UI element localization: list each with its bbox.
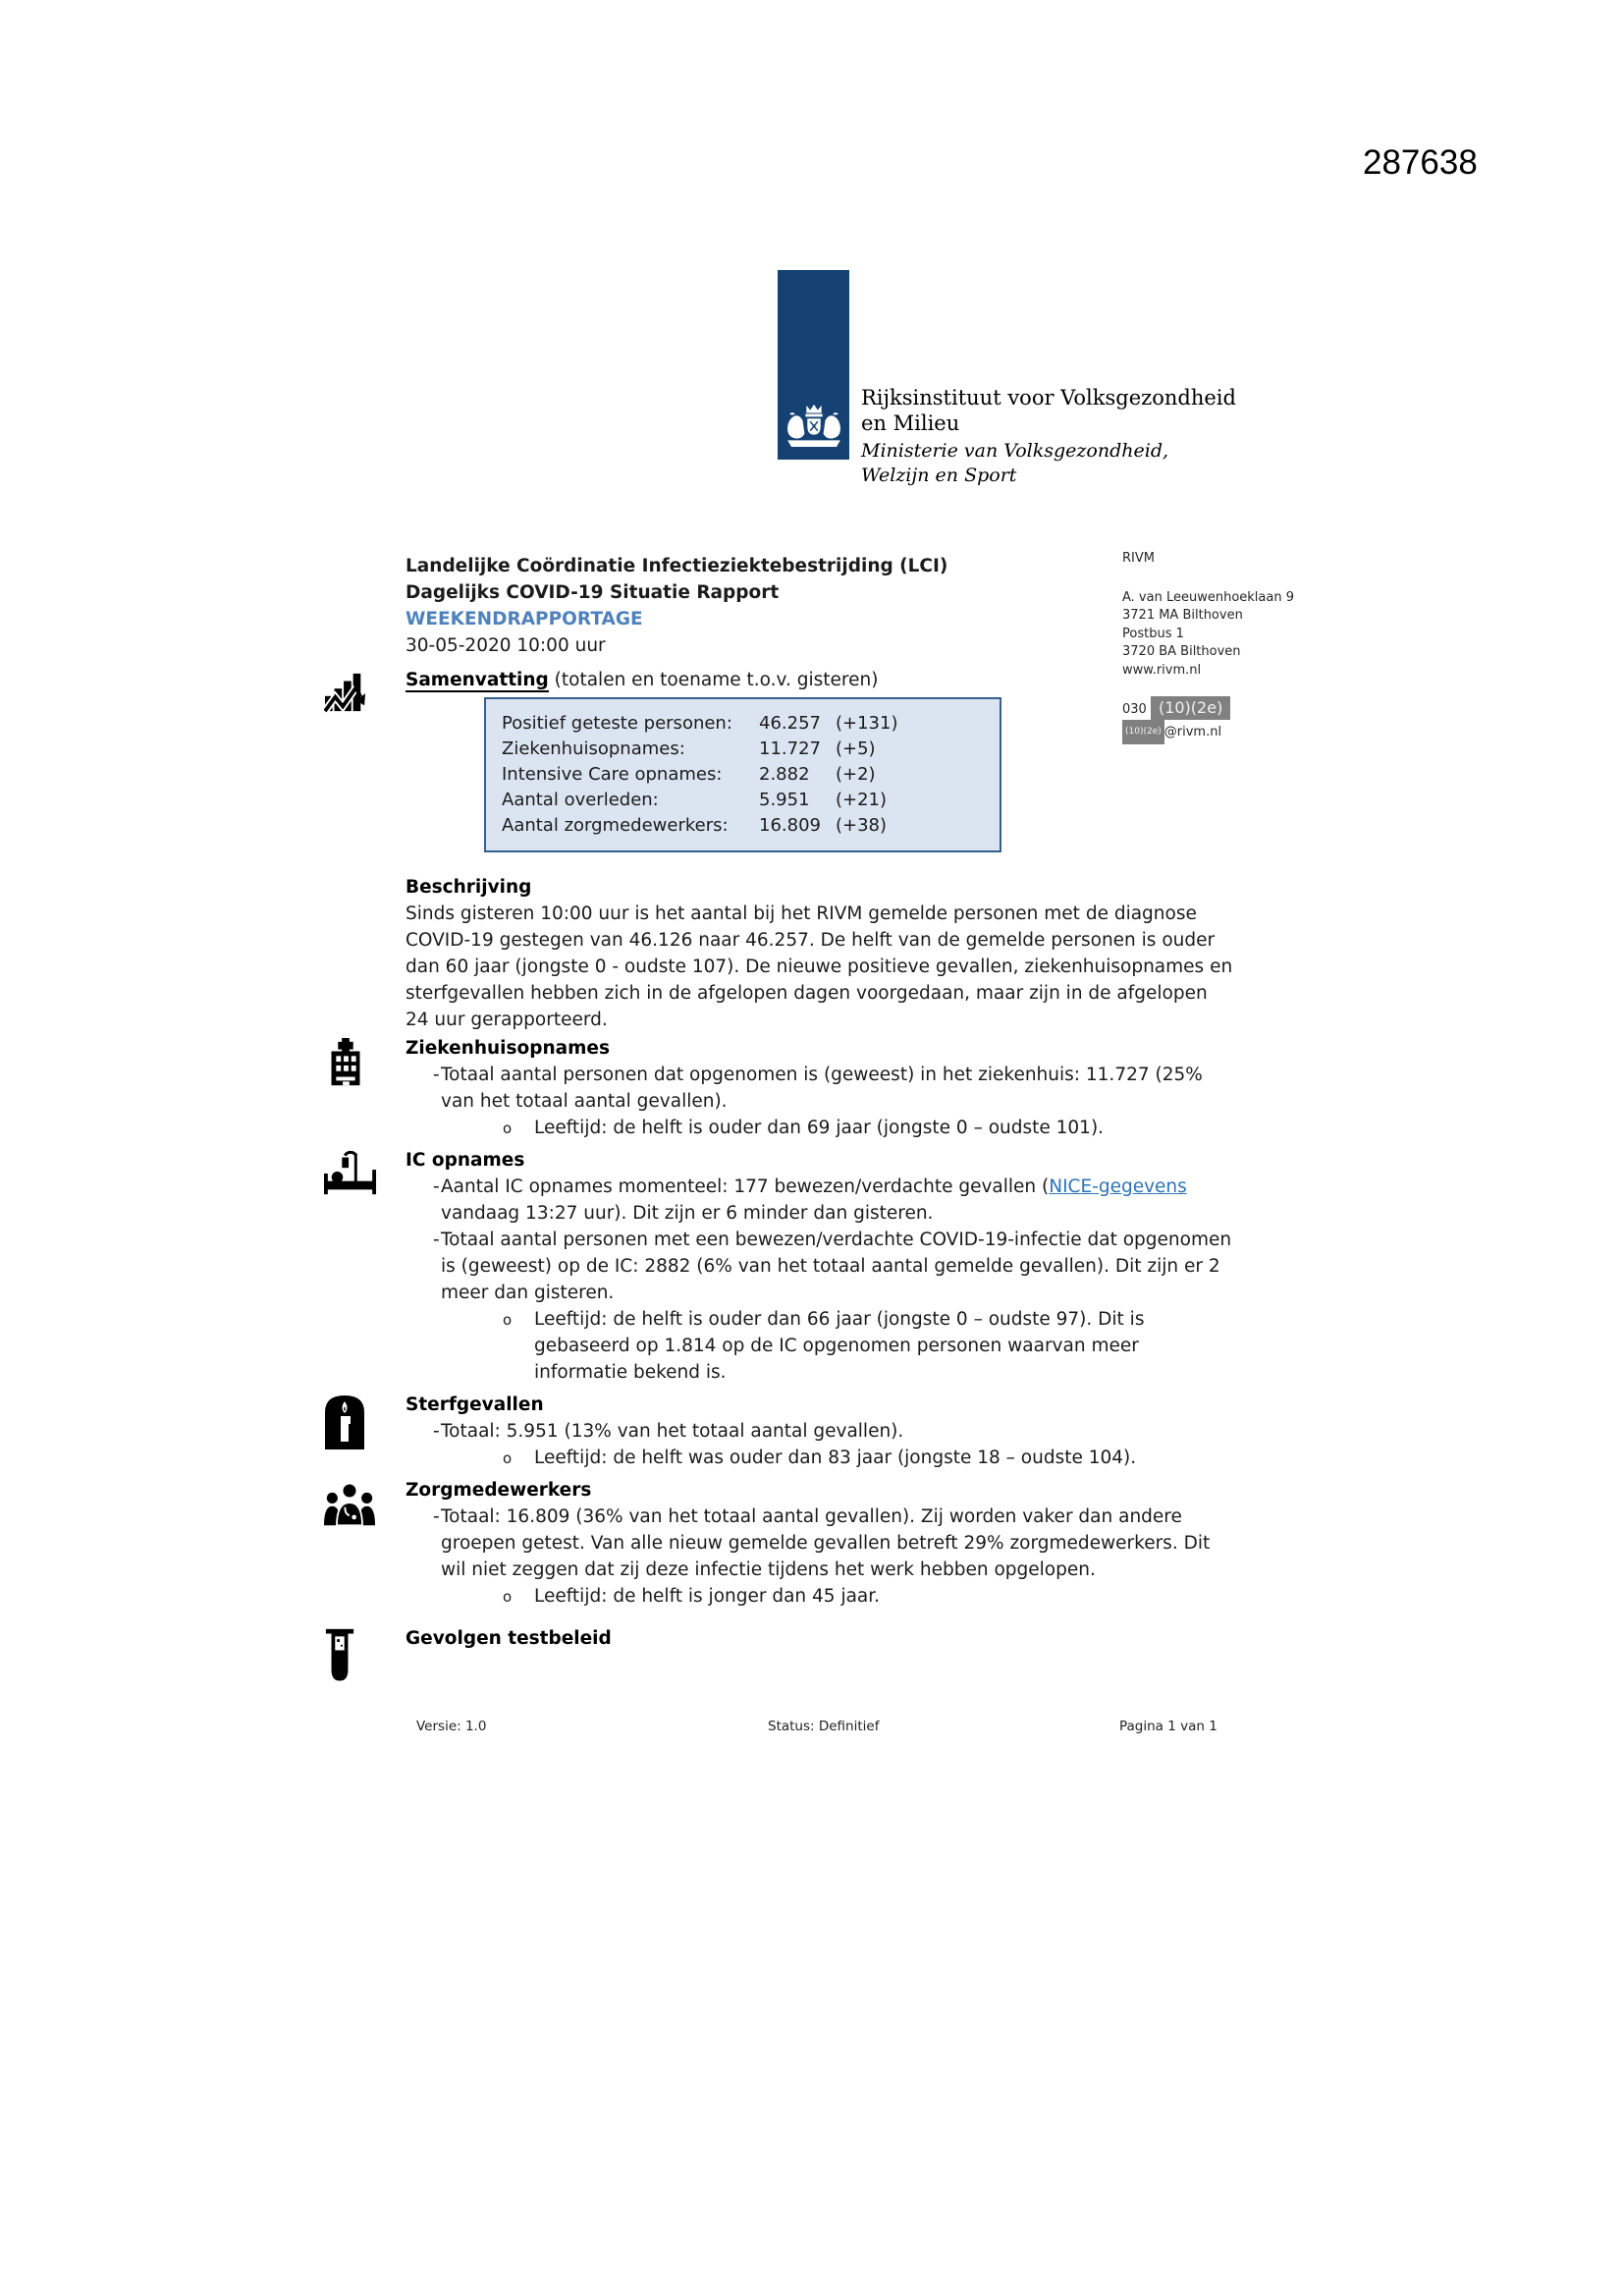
sub-bullet-item (406, 1445, 1232, 1471)
summary-delta: (+38) (836, 815, 888, 836)
summary-label: Aantal overleden: (502, 790, 659, 810)
sub-bullet-item (406, 1115, 1232, 1141)
circle-marker: o (503, 1120, 513, 1137)
zorgmedewerkers-heading: Zorgmedewerkers (406, 1480, 592, 1501)
ziekenhuis-sub1: Leeftijd: de helft is ouder dan 69 jaar (jongste 0 – oudste 101). (534, 1118, 1105, 1138)
samenvatting-heading-suffix: (totalen en toename t.o.v. gisteren) (548, 670, 879, 690)
sterfgevallen-bullet1: Totaal: 5.951 (13% van het totaal aantal gevallen). (441, 1421, 904, 1442)
summary-delta: (+5) (836, 738, 876, 759)
memorial-candle-icon (324, 1394, 365, 1449)
ziekenhuisopnames-heading: Ziekenhuisopnames (406, 1038, 610, 1059)
org-name-line1: Rijksinstituut voor Volksgezondheid (861, 386, 1236, 410)
summary-value: 11.727 (759, 738, 821, 759)
bullet-item (406, 1227, 1232, 1306)
address-website: www.rivm.nl (1122, 662, 1202, 678)
dash-marker: - (433, 1065, 440, 1085)
phone-prefix: 030 (1122, 702, 1151, 717)
beschrijving-body: Sinds gisteren 10:00 uur is het aantal bij het RIVM gemelde personen met de diagnose COVID-19 gestegen van 46.126 naar 46.257. De helft van de gemelde personen is ouder dan 60 jaar (jongste 0 - oudste 107). De nieuwe positieve gevallen, ziekenhuisopnames en sterfgevallen hebben zich in de afgelopen dagen voorgedaan, maar zijn in de afgelopen 24 uur gerapporteerd. (406, 903, 1233, 1030)
ic-bullet1-pre: Aantal IC opnames momenteel: 177 bewezen/verdachte gevallen ( (441, 1176, 1050, 1197)
summary-row (502, 788, 1000, 813)
section-ic-opnames (324, 1147, 1232, 1386)
summary-delta: (+21) (836, 790, 888, 810)
section-beschrijving (406, 874, 1235, 1033)
summary-row (502, 762, 1000, 788)
ministry-name-line2: Welzijn en Sport (861, 465, 1017, 486)
test-tube-icon (324, 1628, 355, 1687)
report-title-line2: Dagelijks COVID-19 Situatie Rapport (406, 582, 780, 603)
email-suffix: @rivm.nl (1163, 725, 1222, 739)
summary-label: Ziekenhuisopnames: (502, 738, 685, 759)
address-postal2: 3720 BA Bilthoven (1122, 644, 1241, 659)
footer-versie: Versie: 1.0 (416, 1719, 487, 1734)
summary-value: 5.951 (759, 790, 810, 810)
bullet-item (406, 1062, 1232, 1115)
summary-row (502, 813, 1000, 839)
logo-text-block (861, 385, 1236, 488)
ziekenhuis-bullet1: Totaal aantal personen dat opgenomen is (geweest) in het ziekenhuis: 11.727 (25% van het totaal aantal gevallen). (441, 1065, 1203, 1112)
ic-bullet1 (441, 1174, 1232, 1227)
report-body (324, 553, 1232, 1693)
ministry-name-line1: Ministerie van Volksgezondheid, (861, 440, 1169, 462)
summary-value: 16.809 (759, 815, 821, 836)
zorgmedewerkers-sub1: Leeftijd: de helft is jonger dan 45 jaar. (534, 1586, 881, 1607)
section-sterfgevallen (324, 1392, 1232, 1471)
address-org: RIVM (1122, 551, 1155, 566)
samenvatting-heading-line (406, 667, 1232, 693)
report-title-weekend: WEEKENDRAPPORTAGE (406, 609, 643, 629)
summary-row (502, 737, 1000, 762)
ic-sub1: Leeftijd: de helft is ouder dan 66 jaar (jongste 0 – oudste 97). Dit is gebaseerd op 1.814 op de IC opgenomen personen waarvan meer informatie bekend is. (534, 1309, 1145, 1383)
page-stamp-number: 287638 (1363, 143, 1478, 182)
email-redaction-box: (10)(2e) (1122, 720, 1164, 744)
summary-label: Intensive Care opnames: (502, 764, 723, 785)
beschrijving-heading: Beschrijving (406, 877, 532, 898)
summary-delta: (+131) (836, 713, 898, 734)
section-ziekenhuisopnames (324, 1035, 1232, 1141)
circle-marker: o (503, 1449, 513, 1467)
report-title-line1: Landelijke Coördinatie Infectieziektebestrijding (LCI) (406, 556, 948, 576)
summary-box (484, 697, 1001, 852)
title-block (406, 553, 1232, 659)
dash-marker: - (433, 1230, 440, 1250)
rijksoverheid-logo-bar (778, 270, 849, 460)
summary-label: Positief geteste personen: (502, 713, 732, 734)
hospital-icon (324, 1038, 367, 1091)
org-name-line2: en Milieu (861, 411, 960, 435)
address-postal: 3721 MA Bilthoven (1122, 608, 1243, 623)
ic-bullet1-post: vandaag 13:27 uur). Dit zijn er 6 minder dan gisteren. (441, 1203, 934, 1224)
address-street: A. van Leeuwenhoeklaan 9 (1122, 589, 1294, 605)
statistics-icon (324, 670, 367, 715)
ic-bullet2: Totaal aantal personen met een bewezen/verdachte COVID-19-infectie dat opgenomen is (geweest) op de IC: 2882 (6% van het totaal aantal gemelde gevallen). Dit zijn er 2 meer dan gisteren. (441, 1230, 1232, 1303)
circle-marker: o (503, 1311, 513, 1329)
summary-row (502, 711, 1000, 737)
medical-team-icon (324, 1480, 375, 1527)
section-samenvatting (324, 667, 1232, 868)
bullet-item (406, 1174, 1232, 1227)
sterfgevallen-heading: Sterfgevallen (406, 1394, 544, 1415)
dash-marker: - (433, 1176, 440, 1197)
summary-delta: (+2) (836, 764, 876, 785)
ic-opnames-heading: IC opnames (406, 1150, 525, 1171)
summary-value: 2.882 (759, 764, 810, 785)
nice-gegevens-link[interactable]: NICE-gegevens (1049, 1176, 1187, 1197)
sub-bullet-item (406, 1306, 1232, 1386)
sterfgevallen-sub1: Leeftijd: de helft was ouder dan 83 jaar (jongste 18 – oudste 104). (534, 1448, 1137, 1468)
phone-redaction-box: (10)(2e) (1151, 696, 1230, 720)
sub-bullet-item (406, 1583, 1232, 1610)
footer-status: Status: Definitief (768, 1719, 880, 1734)
bullet-item (406, 1503, 1232, 1583)
report-datetime: 30-05-2020 10:00 uur (406, 635, 606, 656)
samenvatting-heading: Samenvatting (406, 670, 549, 690)
circle-marker: o (503, 1588, 513, 1606)
summary-label: Aantal zorgmedewerkers: (502, 815, 729, 836)
section-gevolgen-testbeleid (324, 1625, 1232, 1687)
dash-marker: - (433, 1506, 440, 1527)
dash-marker: - (433, 1421, 440, 1442)
coat-of-arms-icon (785, 403, 842, 448)
summary-value: 46.257 (759, 713, 821, 734)
bullet-item (406, 1418, 1232, 1445)
hospital-bed-icon (324, 1150, 377, 1195)
zorgmedewerkers-bullet1: Totaal: 16.809 (36% van het totaal aantal gevallen). Zij worden vaker dan andere groepen getest. Van alle nieuw gemelde gevallen betreft 29% zorgmedewerkers. Dit wil niet zeggen dat zij deze infectie tijdens het werk hebben opgelopen. (441, 1506, 1211, 1580)
footer-pagina: Pagina 1 van 1 (1119, 1719, 1217, 1734)
section-zorgmedewerkers (324, 1477, 1232, 1610)
gevolgen-testbeleid-heading: Gevolgen testbeleid (406, 1628, 612, 1649)
address-postbus: Postbus 1 (1122, 626, 1184, 641)
